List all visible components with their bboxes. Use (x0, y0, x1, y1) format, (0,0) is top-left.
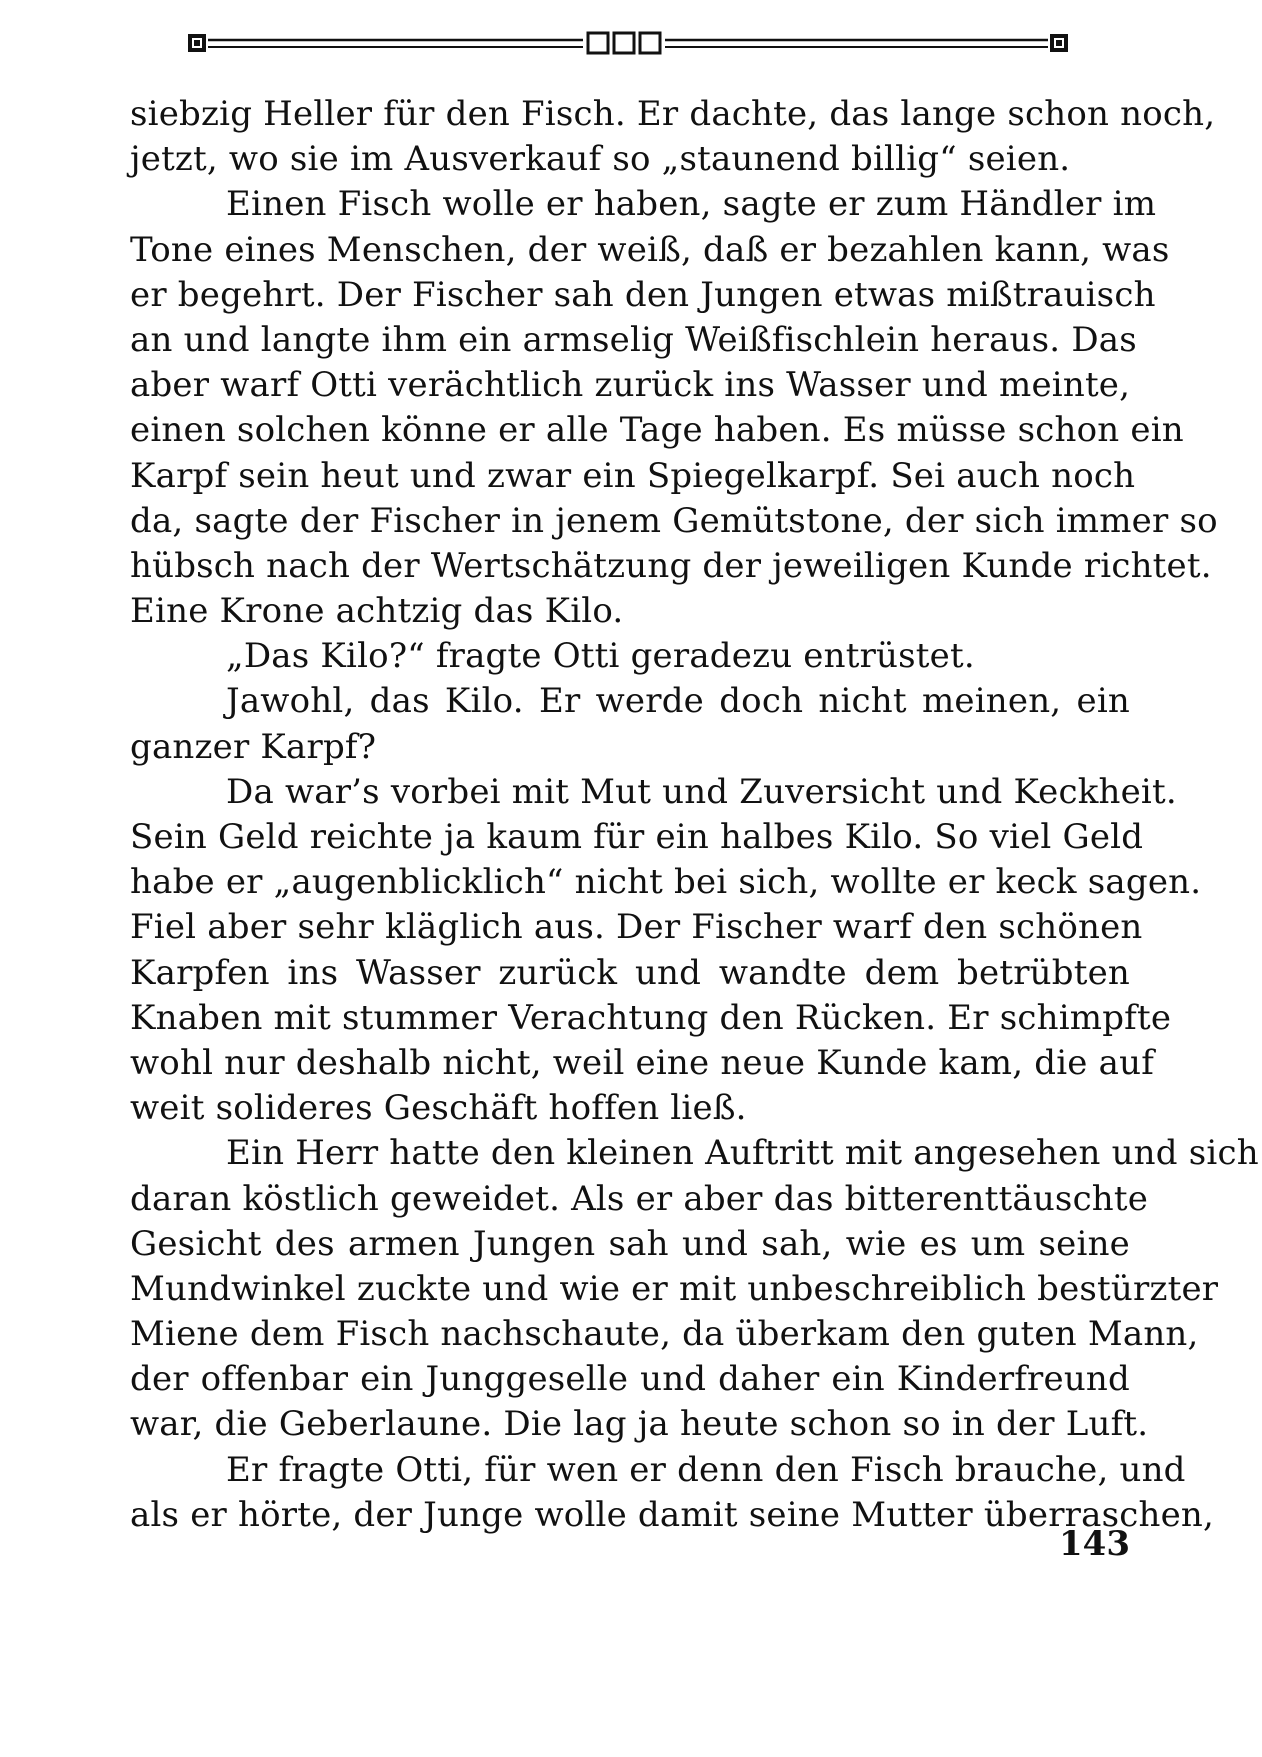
ornament-rule-icon (128, 30, 1128, 60)
text-line: wohl nur deshalb nicht, weil eine neue Kunde kam, die auf (130, 1042, 1154, 1083)
text-line: Karpfen ins Wasser zurück und wandte dem betrübten (130, 952, 1130, 993)
text-line: Sein Geld reichte ja kaum für ein halbes Kilo. So viel Geld (130, 817, 1144, 857)
text-line: war, die Geberlaune. Die lag ja heute schon so in der Luft. (130, 1404, 1149, 1445)
text-line: Gesicht des armen Jungen sah und sah, wie es um seine (130, 1223, 1130, 1264)
text-line: daran köstlich geweidet. Als er aber das bitterenttäuschte (130, 1178, 1149, 1219)
text-line: hübsch nach der Wertschätzung der jeweiligen Kunde richtet. (130, 545, 1212, 586)
text-line: weit solideres Geschäft hoffen ließ. (130, 1088, 747, 1129)
text-line: Fiel aber sehr kläglich aus. Der Fischer warf den schönen (130, 907, 1143, 948)
text-line: jetzt, wo sie im Ausverkauf so „staunend billig“ seien. (130, 139, 1071, 180)
text-line: Knaben mit stummer Verachtung den Rücken. Er schimpfte (130, 997, 1172, 1038)
text-line: Ein Herr hatte den kleinen Auftritt mit angesehen und sich (226, 1133, 1259, 1174)
text-line: Er fragte Otti, für wen er denn den Fisch brauche, und (226, 1449, 1186, 1490)
text-line: einen solchen könne er alle Tage haben. Es müsse schon ein (130, 410, 1184, 451)
text-line: Mundwinkel zuckte und wie er mit unbeschreiblich bestürzter (130, 1268, 1219, 1309)
text-line: er begehrt. Der Fischer sah den Jungen etwas mißtrauisch (130, 274, 1156, 315)
text-line: an und langte ihm ein armselig Weißfischlein heraus. Das (130, 319, 1137, 360)
text-line: Tone eines Menschen, der weiß, daß er bezahlen kann, was (130, 229, 1170, 270)
text-line: da, sagte der Fischer in jenem Gemütstone, der sich immer so (130, 500, 1218, 541)
text-line: Einen Fisch wolle er haben, sagte er zum Händler im (226, 184, 1157, 225)
text-line: habe er „augenblicklich“ nicht bei sich, wollte er keck sagen. (130, 862, 1202, 903)
text-line: aber warf Otti verächtlich zurück ins Wasser und meinte, (130, 365, 1131, 406)
text-line: siebzig Heller für den Fisch. Er dachte, das lange schon noch, (130, 94, 1216, 134)
text-line: Miene dem Fisch nachschaute, da überkam den guten Mann, (130, 1314, 1199, 1355)
text-line: als er hörte, der Junge wolle damit seine Mutter überraschen, (130, 1494, 1214, 1535)
text-line: „Das Kilo?“ fragte Otti geradezu entrüstet. (226, 636, 975, 677)
header-ornament (128, 30, 1128, 60)
page-number: 143 (1059, 1524, 1130, 1564)
text-line: Da war’s vorbei mit Mut und Zuversicht und Keckheit. (226, 771, 1177, 812)
text-line: Karpf sein heut und zwar ein Spiegelkarpf. Sei auch noch (130, 455, 1136, 496)
text-line: Jawohl, das Kilo. Er werde doch nicht meinen, ein (226, 681, 1130, 722)
text-line: der offenbar ein Junggeselle und daher ein Kinderfreund (130, 1359, 1130, 1400)
body-text (130, 92, 1259, 1538)
text-line: Eine Krone achtzig das Kilo. (130, 591, 624, 632)
text-line: ganzer Karpf? (130, 726, 377, 767)
